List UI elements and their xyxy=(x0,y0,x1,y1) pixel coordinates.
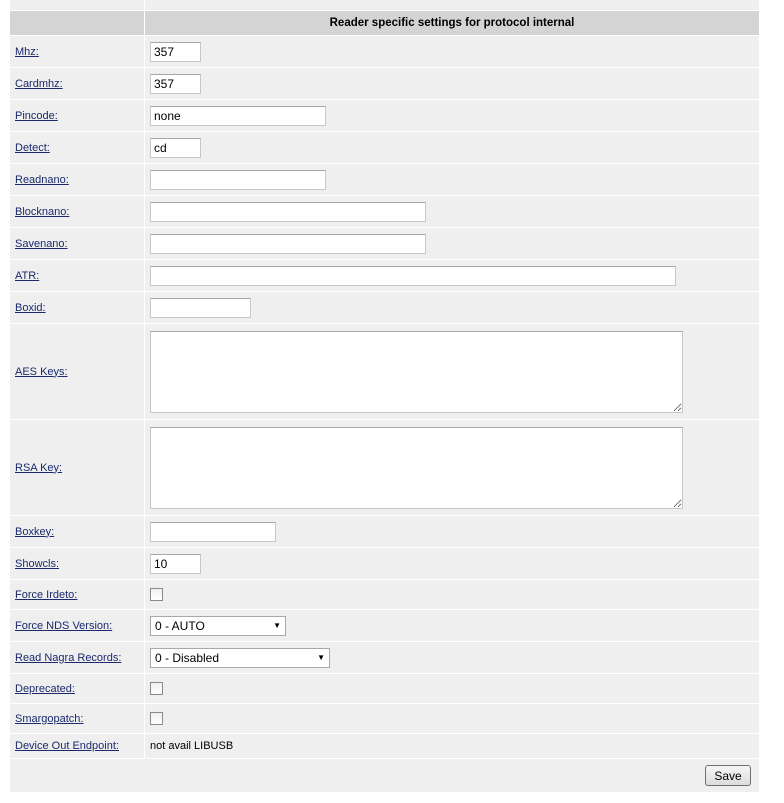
form-footer xyxy=(10,759,759,792)
row-savenano xyxy=(10,228,759,260)
deprecated-label-link[interactable]: Deprecated: xyxy=(15,682,75,695)
row-force-nds-version xyxy=(10,610,759,642)
pincode-input[interactable] xyxy=(150,106,326,126)
mhz-input[interactable] xyxy=(150,42,201,62)
top-spacer-row xyxy=(10,0,759,11)
row-mhz xyxy=(10,36,759,68)
boxid-label-link[interactable]: Boxid: xyxy=(15,301,46,314)
smargopatch-checkbox[interactable] xyxy=(150,712,163,725)
row-blocknano xyxy=(10,196,759,228)
device-out-endpoint-value: not avail LIBUSB xyxy=(150,740,234,752)
row-deprecated xyxy=(10,674,759,704)
reader-settings-form xyxy=(10,0,759,759)
row-readnano xyxy=(10,164,759,196)
row-detect xyxy=(10,132,759,164)
readnano-input[interactable] xyxy=(150,170,326,190)
rsa-key-textarea[interactable] xyxy=(150,427,683,509)
blocknano-input[interactable] xyxy=(150,202,426,222)
force-irdeto-label-link[interactable]: Force Irdeto: xyxy=(15,588,78,601)
showcls-label-link[interactable]: Showcls: xyxy=(15,557,60,570)
boxid-input[interactable] xyxy=(150,298,251,318)
detect-label-link[interactable]: Detect: xyxy=(15,141,50,154)
chevron-down-icon: ▼ xyxy=(273,621,281,630)
section-title: Reader specific settings for protocol internal xyxy=(145,11,760,36)
savenano-label-link[interactable]: Savenano: xyxy=(15,237,68,250)
atr-input[interactable] xyxy=(150,266,676,286)
aes-keys-label-link[interactable]: AES Keys: xyxy=(15,365,68,378)
device-out-endpoint-label-link[interactable]: Device Out Endpoint: xyxy=(15,740,119,752)
savenano-input[interactable] xyxy=(150,234,426,254)
row-boxid xyxy=(10,292,759,324)
showcls-input[interactable] xyxy=(150,554,201,574)
row-read-nagra-records xyxy=(10,642,759,674)
row-device-out-endpoint xyxy=(10,734,759,759)
detect-input[interactable] xyxy=(150,138,201,158)
force-nds-version-label-link[interactable]: Force NDS Version: xyxy=(15,619,113,632)
row-smargopatch xyxy=(10,704,759,734)
mhz-label-link[interactable]: Mhz: xyxy=(15,45,39,58)
cardmhz-input[interactable] xyxy=(150,74,201,94)
row-pincode xyxy=(10,100,759,132)
save-button[interactable]: Save xyxy=(705,765,751,786)
boxkey-label-link[interactable]: Boxkey: xyxy=(15,525,55,538)
row-rsa-key xyxy=(10,420,759,516)
force-irdeto-checkbox[interactable] xyxy=(150,588,163,601)
atr-label-link[interactable]: ATR: xyxy=(15,269,40,282)
smargopatch-label-link[interactable]: Smargopatch: xyxy=(15,712,84,725)
force-nds-version-select[interactable] xyxy=(150,616,286,636)
section-header-row xyxy=(10,11,759,36)
read-nagra-records-value: 0 - Disabled xyxy=(155,650,220,665)
row-showcls xyxy=(10,548,759,580)
row-aes-keys xyxy=(10,324,759,420)
boxkey-input[interactable] xyxy=(150,522,276,542)
rsa-key-label-link[interactable]: RSA Key: xyxy=(15,461,63,474)
chevron-down-icon: ▼ xyxy=(317,653,325,662)
row-cardmhz xyxy=(10,68,759,100)
read-nagra-records-select[interactable] xyxy=(150,648,330,668)
readnano-label-link[interactable]: Readnano: xyxy=(15,173,69,186)
blocknano-label-link[interactable]: Blocknano: xyxy=(15,205,70,218)
read-nagra-records-label-link[interactable]: Read Nagra Records: xyxy=(15,651,122,664)
cardmhz-label-link[interactable]: Cardmhz: xyxy=(15,77,63,90)
force-nds-version-value: 0 - AUTO xyxy=(155,618,205,633)
row-atr xyxy=(10,260,759,292)
settings-table xyxy=(10,0,759,759)
deprecated-checkbox[interactable] xyxy=(150,682,163,695)
row-force-irdeto xyxy=(10,580,759,610)
pincode-label-link[interactable]: Pincode: xyxy=(15,109,58,122)
aes-keys-textarea[interactable] xyxy=(150,331,683,413)
row-boxkey xyxy=(10,516,759,548)
